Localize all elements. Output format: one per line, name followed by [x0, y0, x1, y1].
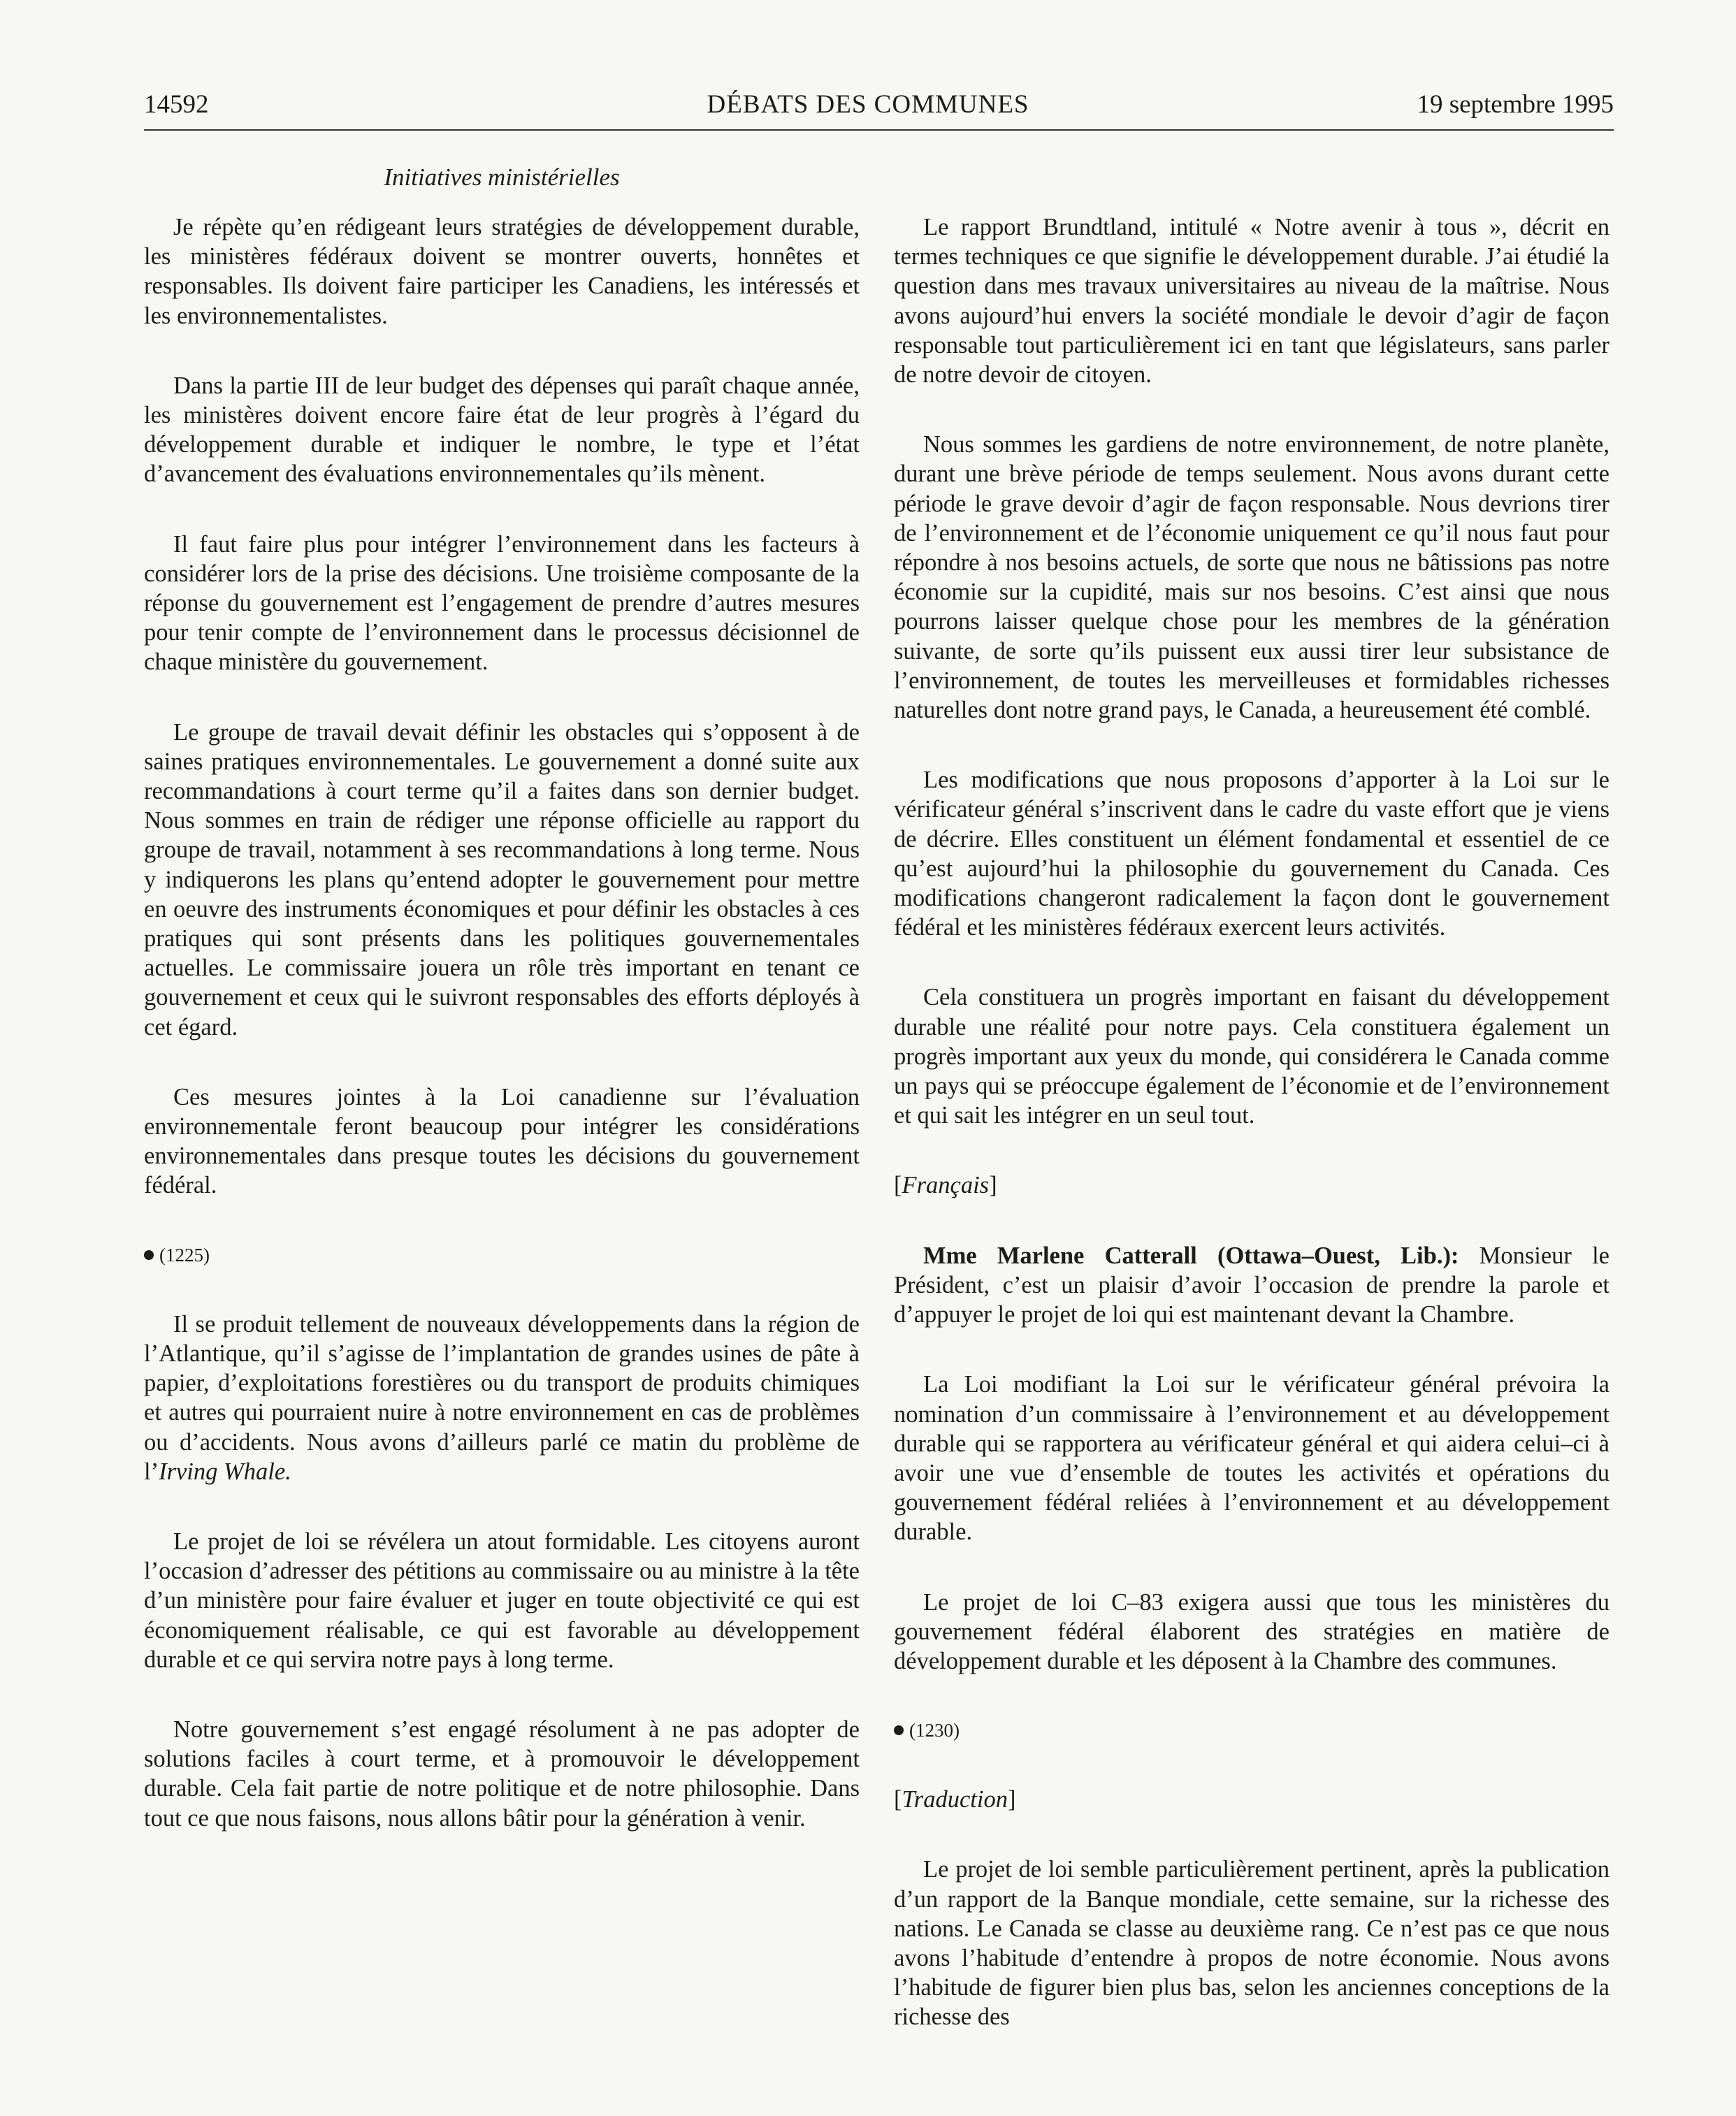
- ship-name: Irving Whale.: [159, 1458, 291, 1485]
- paragraph: Le groupe de travail devait définir les obstacles qui s’opposent à de saines pratiques environnementales. Le gouvernement a donné suite aux recommandations à court terme qu’il a faites dans son dernier budget. Nous sommes en train de rédiger une réponse officielle au rapport du groupe de travail, notamment à ses recommandations à long terme. Nous y indiquerons les plans qu’entend adopter le gouvernement pour mettre en oeuvre des instruments économiques et pour définir les obstacles à ces pratiques qui sont présents dans les politiques gouvernementales actuelles. Le commissaire jouera un rôle très important en tenant ce gouvernement et ceux qui le suivront responsables des efforts déployés à cet égard.: [144, 718, 860, 1041]
- paragraph: La Loi modifiant la Loi sur le vérificateur général prévoira la nomination d’un commissaire à l’environnement et au développement durable qui se rapportera au vérificateur général et qui aidera celui–ci à avoir une vue d’ensemble de toutes les activités et opérations du gouvernement fédéral reliées à l’environnement et au développement durable.: [894, 1371, 1610, 1546]
- language-label: Traduction: [902, 1786, 1008, 1813]
- paragraph: Le projet de loi se révélera un atout formidable. Les citoyens auront l’occasion d’adresser des pétitions au commissaire ou au ministre à la tête d’un ministère pour faire évaluer et juger en toute objectivité ce qui est économiquement réalisable, ce qui est favorable au développement durable et ce qui servira notre pays à long terme.: [144, 1528, 860, 1673]
- paragraph: Ces mesures jointes à la Loi canadienne sur l’évaluation environnementale feront beaucoup pour intégrer les considérations environnementales dans presque toutes les décisions du gouvernement fédéral.: [144, 1083, 860, 1199]
- paragraph: Le rapport Brundtland, intitulé « Notre avenir à tous », décrit en termes techniques ce que signifie le développement durable. J’ai étudié la question dans mes travaux universitaires au niveau de la maîtrise. Nous avons aujourd’hui envers la société mondiale le devoir d’agir de façon responsable tout particulièrement ici en tant que législateurs, sans parler de notre devoir de citoyen.: [894, 214, 1610, 389]
- language-label: Français: [902, 1172, 990, 1199]
- language-tag: [894, 1171, 1610, 1200]
- time-marker: [894, 1716, 1610, 1744]
- time-marker-text: (1230): [909, 1720, 960, 1741]
- paragraph: [894, 1241, 1610, 1330]
- paragraph: Le projet de loi semble particulièrement pertinent, après la publication d’un rapport de la Banque mondiale, cette semaine, sur la richesse des nations. Le Canada se classe au deuxième rang. Ce n’est pas ce que nous avons l’habitude d’entendre à propos de notre économie. Nous avons l’habitude de figurer bien plus bas, selon les anciennes conceptions de la richesse des: [894, 1856, 1610, 2031]
- bracket: ]: [1007, 1786, 1016, 1813]
- header-rule: [144, 129, 1614, 131]
- language-tag: [894, 1785, 1610, 1814]
- paragraph: [144, 1310, 860, 1486]
- time-marker: [144, 1241, 860, 1269]
- section-title: Initiatives ministérielles: [384, 164, 620, 191]
- paragraph: Cela constituera un progrès important en faisant du développement durable une réalité pour notre pays. Cela constituera également un progrès important aux yeux du monde, qui considérera le Canada comme un pays qui se préoccupe également de l’économie et de l’environnement et qui sait les intégrer en un seul tout.: [894, 984, 1610, 1129]
- paragraph: Il faut faire plus pour intégrer l’environnement dans les facteurs à considérer lors de la prise des décisions. Une troisième composante de la réponse du gouvernement est l’engagement de prendre d’autres mesures pour tenir compte de l’environnement dans le processus décisionnel de chaque ministère du gouvernement.: [144, 530, 860, 676]
- paragraph-text: Il se produit tellement de nouveaux développements dans la région de l’Atlantique, qu’il s’agisse de l’implantation de grandes usines de pâte à papier, d’exploitations forestières ou du transport de produits chimiques et autres qui pourraient nuire à notre environnement en cas de problèmes ou d’accidents. Nous avons d’ailleurs parlé ce matin du problème de l’: [144, 1310, 860, 1485]
- bracket: [: [894, 1172, 902, 1199]
- bullet-icon: [894, 1725, 904, 1735]
- time-marker-text: (1225): [159, 1244, 210, 1266]
- paragraph: Le projet de loi C–83 exigera aussi que tous les ministères du gouvernement fédéral élaborent des stratégies en matière de développement durable et les déposent à la Chambre des communes.: [894, 1588, 1610, 1674]
- page-number: 14592: [144, 90, 209, 119]
- bracket: ]: [989, 1172, 997, 1199]
- page-date: 19 septembre 1995: [1417, 90, 1614, 119]
- paragraph: Je répète qu’en rédigeant leurs stratégies de développement durable, les ministères fédéraux doivent se montrer ouverts, honnêtes et responsables. Ils doivent faire participer les Canadiens, les intéressés et les environnementalistes.: [144, 214, 860, 329]
- bullet-icon: [144, 1250, 154, 1260]
- right-column: [894, 212, 1610, 2073]
- publication-title: DÉBATS DES COMMUNES: [707, 90, 1029, 119]
- paragraph: Notre gouvernement s’est engagé résolument à ne pas adopter de solutions faciles à court terme, et à promouvoir le développement durable. Cela fait partie de notre politique et de notre philosophie. Dans tout ce que nous faisons, nous allons bâtir pour la génération à venir.: [144, 1716, 860, 1832]
- paragraph: Nous sommes les gardiens de notre environnement, de notre planète, durant une brève période de temps seulement. Nous avons durant cette période le grave devoir d’agir de façon responsable. Nous devrions tirer de l’environnement et de l’économie uniquement ce qu’il nous faut pour répondre à nos besoins actuels, de sorte que nous ne bâtissions pas notre économie sur la cupidité, mais sur nos besoins. C’est ainsi que nous pourrons laisser quelque chose pour les membres de la génération suivante, de sorte qu’ils puissent eux aussi tirer leur subsistance de l’environnement, de toutes les merveilleuses et formidables richesses naturelles dont notre grand pays, le Canada, a heureusement été comblé.: [894, 431, 1610, 724]
- paragraph-text: Monsieur le Président, c’est un plaisir d’avoir l’occasion de prendre la parole et d’appuyer le projet de loi qui est maintenant devant la Chambre.: [894, 1242, 1610, 1328]
- paragraph: Dans la partie III de leur budget des dépenses qui paraît chaque année, les ministères doivent encore faire état de leur progrès à l’égard du développement durable et indiquer le nombre, le type et l’état d’avancement des évaluations environnementales qu’ils mènent.: [144, 372, 860, 488]
- speaker-name: Mme Marlene Catterall (Ottawa–Ouest, Lib.):: [923, 1242, 1459, 1269]
- left-column: [144, 212, 860, 1874]
- paragraph: Les modifications que nous proposons d’apporter à la Loi sur le vérificateur général s’inscrivent dans le cadre du vaste effort que je viens de décrire. Elles constituent un élément fondamental et essentiel de ce qu’est aujourd’hui la philosophie du gouvernement du Canada. Ces modifications changeront radicalement la façon dont le gouvernement fédéral et les ministères fédéraux exercent leurs activités.: [894, 767, 1610, 941]
- bracket: [: [894, 1786, 902, 1813]
